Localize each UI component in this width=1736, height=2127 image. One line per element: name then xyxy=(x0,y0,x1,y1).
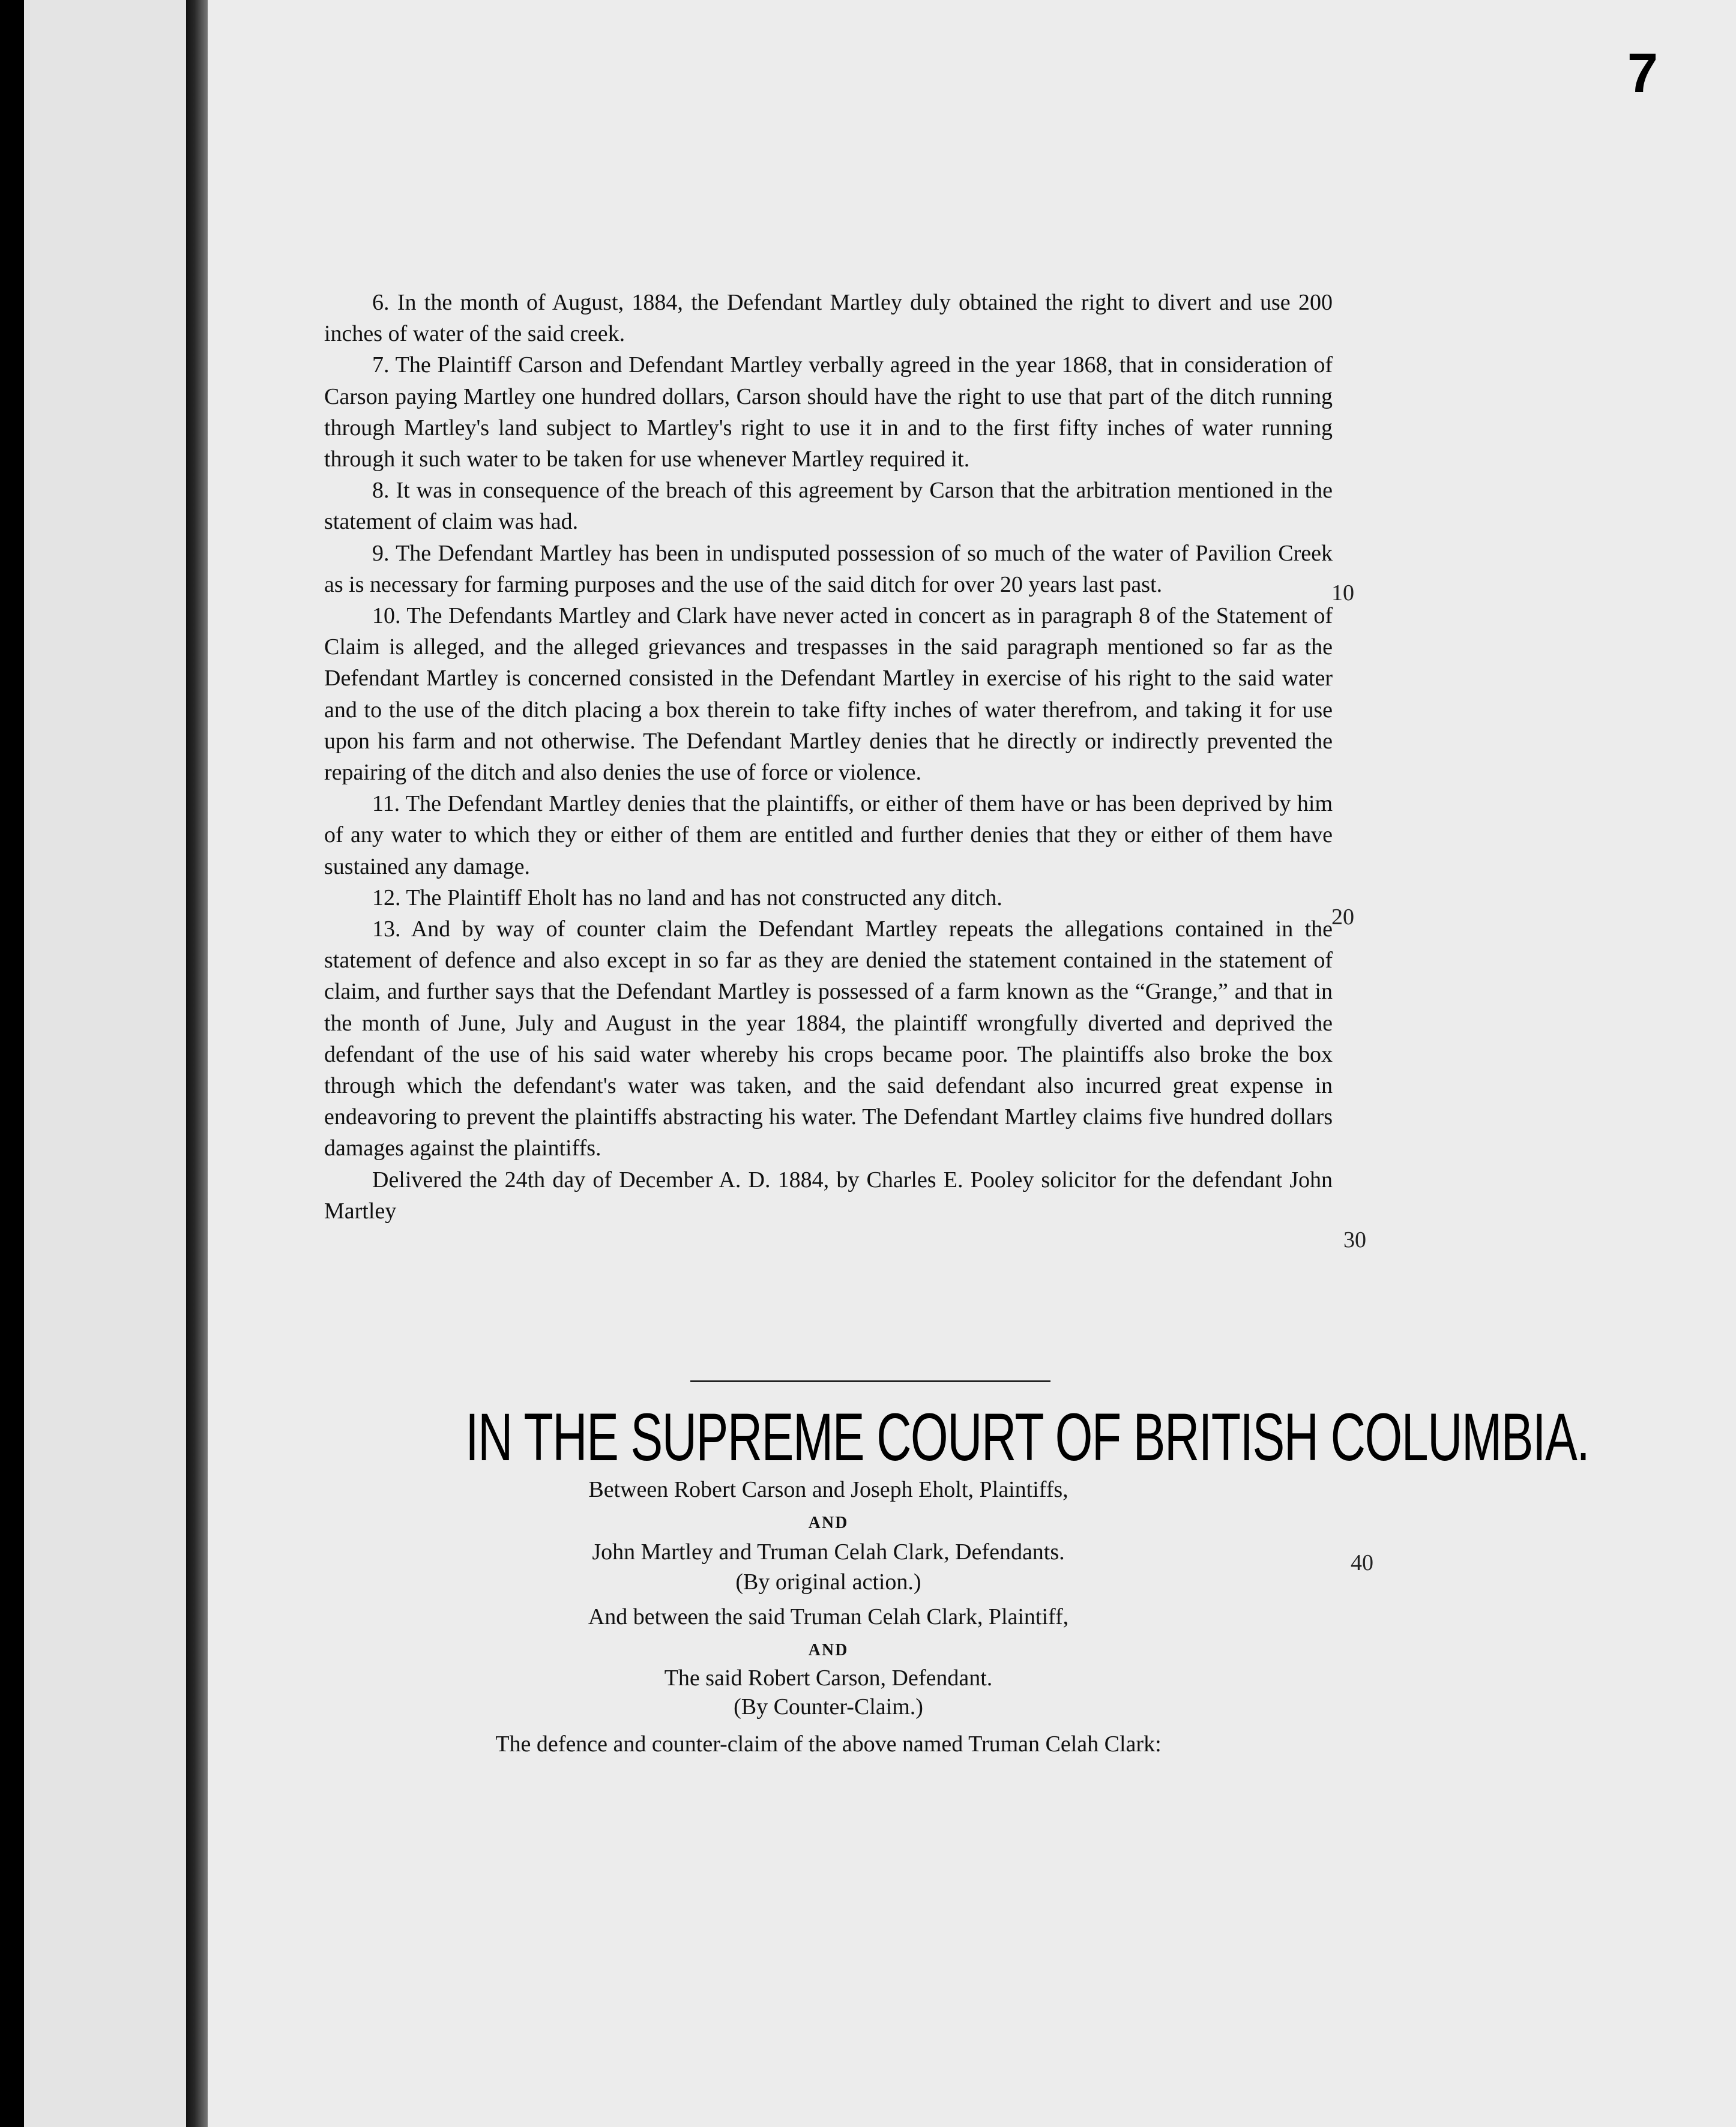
line-number-20: 20 xyxy=(1331,904,1354,930)
paragraph-13: 13. And by way of counter claim the Defendant Martley repeats the allegations contained in the statement of defence and also except in so far as they are denied the statement contained in the statement of claim, and further says that the Defendant Martley is possessed of a farm known as the “Grange,” and that in the month of June, July and August in the year 1884, the plaintiff wrongfully diverted and deprived the defendant of the use of his said water whereby his crops became poor. The plaintiffs also broke the box through which the defendant's water was taken, and the said defendant also incurred great expense in endeavoring to prevent the plaintiffs abstracting his water. The Defendant Martley claims five hundred dollars damages against the plaintiffs. xyxy=(324,916,1333,1161)
caption-and-2: AND xyxy=(808,1641,849,1659)
caption-counter-defendant: The said Robert Carson, Defendant. xyxy=(664,1665,993,1691)
page-number: 7 xyxy=(1627,43,1658,104)
caption-and-1: AND xyxy=(808,1514,849,1532)
caption-counter-claim: (By Counter-Claim.) xyxy=(734,1694,923,1719)
line-number-40: 40 xyxy=(1351,1550,1373,1575)
paragraph-7: 7. The Plaintiff Carson and Defendant Martley verbally agreed in the year 1868, that in consideration of Carson paying Martley one hundred dollars, Carson should have the right to use that part of the ditch running through Martley's land subject to Martley's right to use it in and to the first fifty inches of water running through it such water to be taken for use whenever Martley required it. xyxy=(324,352,1333,472)
delivery-note: Delivered the 24th day of December A. D. 1884, by Charles E. Pooley solicitor for the defendant John Martley xyxy=(324,1167,1333,1224)
document-body xyxy=(324,287,1333,1227)
line-number-30: 30 xyxy=(1343,1227,1366,1253)
book-binding xyxy=(186,0,208,2127)
caption-counter-plaintiff: And between the said Truman Celah Clark, Plaintiff, xyxy=(588,1604,1069,1629)
caption-defendants: John Martley and Truman Celah Clark, Defendants. xyxy=(592,1539,1065,1565)
caption-closing: The defence and counter-claim of the above named Truman Celah Clark: xyxy=(495,1731,1162,1757)
caption-plaintiffs: Between Robert Carson and Joseph Eholt, Plaintiffs, xyxy=(588,1477,1068,1502)
paragraph-8: 8. It was in consequence of the breach of this agreement by Carson that the arbitration mentioned in the statement of claim was had. xyxy=(324,478,1333,535)
court-title: IN THE SUPREME COURT OF BRITISH COLUMBIA. xyxy=(465,1400,1590,1475)
line-number-10: 10 xyxy=(1331,580,1354,606)
section-divider xyxy=(690,1380,1050,1382)
scan-border-left xyxy=(0,0,24,2127)
paragraph-11: 11. The Defendant Martley denies that the plaintiffs, or either of them have or has been deprived by him of any water to which they or either of them are entitled and further denies that they or either of them have sustained any damage. xyxy=(324,791,1333,879)
paragraph-10: 10. The Defendants Martley and Clark have never acted in concert as in paragraph 8 of the Statement of Claim is alleged, and the alleged grievances and trespasses in the said paragraph mentioned so far as the Defendant Martley is concerned consisted in the Defendant Martley in exercise of his right to the said water and to the use of the ditch placing a box therein to take fifty inches of water therefrom, and taking it for use upon his farm and not otherwise. The Defendant Martley denies that he directly or indirectly prevented the repairing of the ditch and also denies the use of force or violence. xyxy=(324,603,1333,786)
caption-original-action: (By original action.) xyxy=(735,1569,921,1595)
paragraph-12: 12. The Plaintiff Eholt has no land and has not constructed any ditch. xyxy=(372,885,1002,910)
facing-page-edge xyxy=(24,0,186,2127)
paragraph-6: 6. In the month of August, 1884, the Defendant Martley duly obtained the right to divert and use 200 inches of water of the said creek. xyxy=(324,290,1333,347)
paragraph-9: 9. The Defendant Martley has been in undisputed possession of so much of the water of Pavilion Creek as is necessary for farming purposes and the use of the said ditch for over 20 years last past. xyxy=(324,540,1333,597)
